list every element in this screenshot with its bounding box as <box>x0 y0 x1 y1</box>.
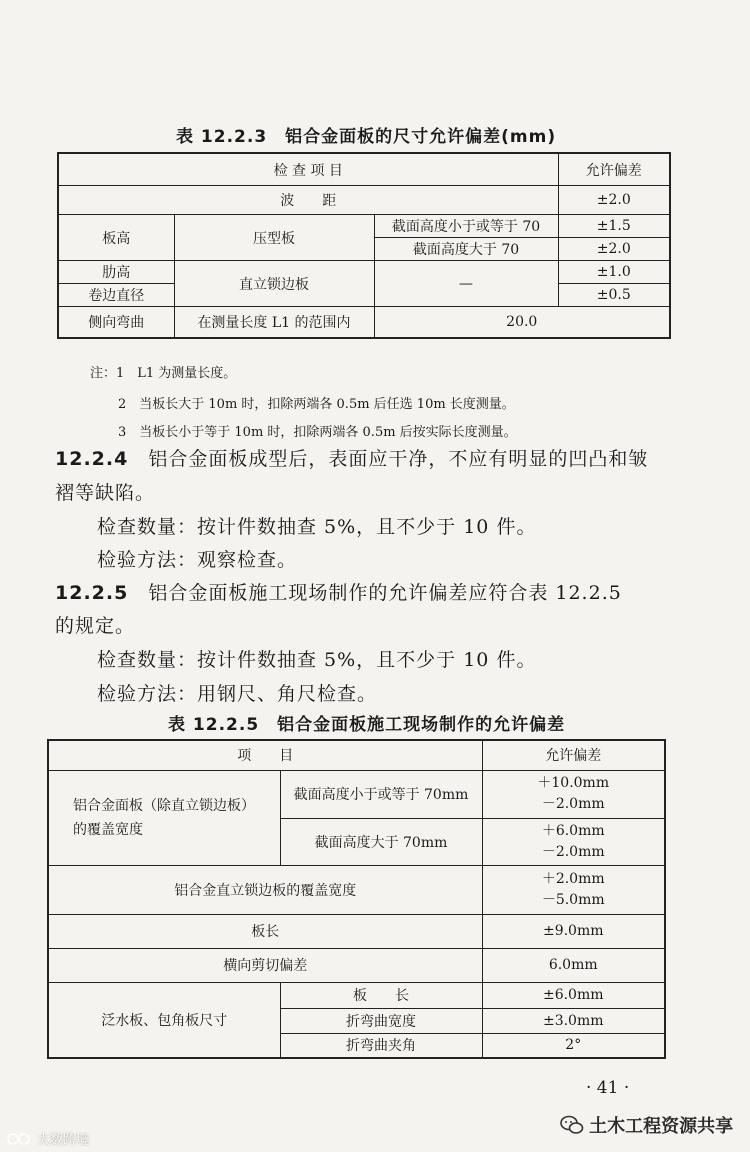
clause-12-2-5 <box>55 578 622 605</box>
cover-width-label: 铝合金面板（除直立锁边板）的覆盖宽度 <box>48 770 280 865</box>
clause-12-2-4-cont: 褶等缺陷。 <box>55 482 156 504</box>
height-cond-2: 截面高度大于 70 <box>374 238 558 261</box>
clause-12-2-4 <box>55 444 648 471</box>
clause-text: 铝合金面板成型后，表面应干净，不应有明显的凹凸和皱 <box>148 448 649 470</box>
table-row <box>48 982 665 1008</box>
curl-diameter-tolerance: ±0.5 <box>558 284 670 307</box>
header-tolerance: 允许偏差 <box>558 153 670 186</box>
table-row <box>48 865 665 914</box>
lateral-bend-label: 侧向弯曲 <box>58 307 174 339</box>
profiled-plate-label: 压型板 <box>174 215 374 261</box>
note-1: 注：1 L1 为测量长度。 <box>90 366 237 381</box>
table-row <box>58 215 670 238</box>
table-row <box>48 914 665 948</box>
tol-plus: ＋6.0mm <box>541 822 605 839</box>
table-row <box>58 186 670 215</box>
cover-cond-1: 截面高度小于或等于 70mm <box>280 770 482 818</box>
watermark-text: 土木工程资源共享 <box>589 1116 734 1137</box>
curl-diameter-label: 卷边直径 <box>58 284 174 307</box>
section-number: 12.2.4 <box>55 448 129 470</box>
length-label: 板长 <box>48 914 482 948</box>
cover-tol-2 <box>482 818 665 865</box>
flashing-row-3: 折弯曲夹角 <box>280 1033 482 1058</box>
watermark-left <box>6 1128 89 1148</box>
inspection-method: 检验方法：观察检查。 <box>97 549 298 571</box>
lateral-bend-tolerance: 20.0 <box>374 307 670 339</box>
cover-cond-2: 截面高度大于 70mm <box>280 818 482 865</box>
standing-seam-label: 直立锁边板 <box>174 261 374 307</box>
wechat-icon <box>560 1114 584 1136</box>
length-tol: ±9.0mm <box>482 914 665 948</box>
note-3: 3 当板长小于等于 10m 时，扣除两端各 0.5m 后按实际长度测量。 <box>118 425 517 440</box>
inspection-quantity: 检查数量：按计件数抽查 5%，且不少于 10 件。 <box>97 649 537 671</box>
table-header-row <box>48 740 665 770</box>
cover-tol-1 <box>482 770 665 818</box>
flashing-row-1: 板 长 <box>280 982 482 1008</box>
height-tol-1: ±1.5 <box>558 215 670 238</box>
tol-minus: －2.0mm <box>541 843 605 860</box>
table-12-2-5-caption: 表 12.2.5 铝合金面板施工现场制作的允许偏差 <box>168 715 566 735</box>
pitch-label: 波 距 <box>58 186 558 215</box>
lateral-bend-condition: 在测量长度 L1 的范围内 <box>174 307 374 339</box>
height-cond-1: 截面高度小于或等于 70 <box>374 215 558 238</box>
inspection-quantity: 检查数量：按计件数抽查 5%，且不少于 10 件。 <box>97 516 537 538</box>
table-12-2-5 <box>47 739 666 1059</box>
flashing-row-2: 折弯曲宽度 <box>280 1008 482 1033</box>
watermark-logo-icon <box>6 1132 32 1146</box>
standing-cover-tol <box>482 865 665 914</box>
section-number: 12.2.5 <box>55 582 129 604</box>
flashing-tol-2: ±3.0mm <box>482 1008 665 1033</box>
header-tolerance: 允许偏差 <box>482 740 665 770</box>
standing-cover-label: 铝合金直立锁边板的覆盖宽度 <box>48 865 482 914</box>
flashing-label: 泛水板、包角板尺寸 <box>48 982 280 1058</box>
rib-height-tolerance: ±1.0 <box>558 261 670 284</box>
tol-plus: ＋2.0mm <box>541 870 605 887</box>
table-row <box>48 948 665 982</box>
table-row <box>58 261 670 284</box>
shear-label: 横向剪切偏差 <box>48 948 482 982</box>
shear-tol: 6.0mm <box>482 948 665 982</box>
page-number: · 41 · <box>586 1078 630 1098</box>
tol-minus: －5.0mm <box>541 891 605 908</box>
tol-minus: －2.0mm <box>541 796 605 812</box>
dash-cell: — <box>374 261 558 307</box>
clause-12-2-5-cont: 的规定。 <box>55 615 136 637</box>
height-label: 板高 <box>58 215 174 261</box>
table-header-row <box>58 153 670 186</box>
header-item: 检 查 项 目 <box>58 153 558 186</box>
table-row <box>48 770 665 818</box>
watermark-left-text: 大数跨境 <box>37 1133 90 1148</box>
watermark-right <box>560 1112 733 1138</box>
pitch-tolerance: ±2.0 <box>558 186 670 215</box>
note-2: 2 当板长大于 10m 时，扣除两端各 0.5m 后任选 10m 长度测量。 <box>118 397 515 412</box>
table-12-2-3 <box>57 152 671 339</box>
tol-plus: ＋10.0mm <box>537 775 610 791</box>
height-tol-2: ±2.0 <box>558 238 670 261</box>
inspection-method: 检验方法：用钢尺、角尺检查。 <box>97 683 378 705</box>
flashing-tol-1: ±6.0mm <box>482 982 665 1008</box>
table-12-2-3-caption: 表 12.2.3 铝合金面板的尺寸允许偏差(mm) <box>176 127 557 147</box>
header-item: 项 目 <box>48 740 482 770</box>
clause-text: 铝合金面板施工现场制作的允许偏差应符合表 12.2.5 <box>148 582 622 604</box>
table-row <box>58 307 670 339</box>
flashing-tol-3: 2° <box>482 1033 665 1058</box>
rib-height-label: 肋高 <box>58 261 174 284</box>
